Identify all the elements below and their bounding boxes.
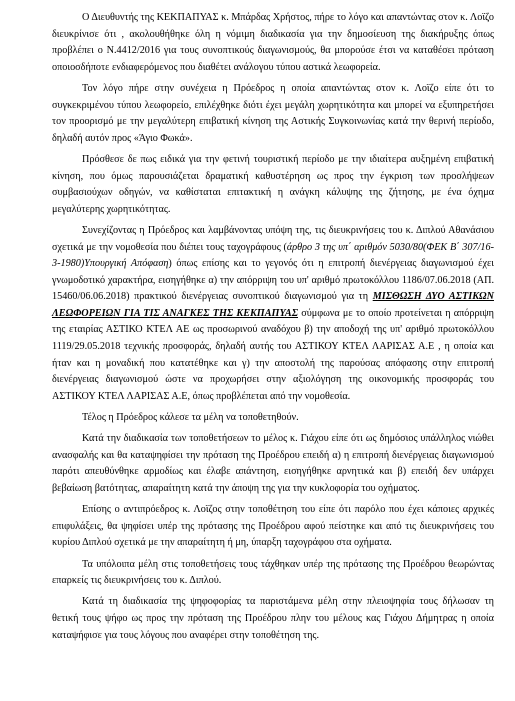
paragraph-text: Τέλος η Πρόεδρος κάλεσε τα μέλη να τοποθετηθούν. xyxy=(82,412,299,424)
paragraph xyxy=(52,81,494,147)
paragraph xyxy=(52,152,494,218)
paragraph xyxy=(52,594,494,644)
paragraph-text: Κατά την διαδικασία των τοποθετήσεων το μέλος κ. Γιάχου είπε ότι ως δημόσιος υπάλληλος νιώθει ανασφαλής και θα καταψηφίσει την πρόταση της Προέδρου επειδή α) η επιτροπή διενέργειας διαγωνισμού παρότι απευθύνθηκε αρμοδίως και έλαβε απάντηση, εισηγήθηκε αρνητικά και β) επειδή δεν υπάρχει βεβαίωση βατότητας, απαραίτητη κατά την άποψη της για την κυκλοφορία του οχήματος. xyxy=(52,433,494,494)
paragraph-text: Πρόσθεσε δε πως ειδικά για την φετινή τουριστική περίοδο με την ιδιαίτερα αυξημένη επιβατική κίνηση, που όμως παρουσιάζεται δραματική καθυστέρηση ως προς την έγκριση των προσλήψεων συμβασιούχων οδηγών, να καθίσταται επιτακτική η ανάγκη κάλυψης της ζήτησης, με ένα όχημα μεγαλύτερης χωρητικότητας. xyxy=(52,153,494,215)
document-page xyxy=(52,10,494,649)
legal-reference: άρθρο 3 της υπ΄ αριθμόν 5030/80(ΦΕΚ Β΄ 307/16-3-1980)Υπουργική Απόφαση xyxy=(52,241,494,270)
paragraph-text: ) όπως επίσης και το γεγονός ότι η επιτροπή διενέργειας διαγωνισμού έχει γνωμοδοτικό χαρακτήρα, εισηγήθηκε α) την απόρριψη του υπ' αριθμό πρωτοκόλλου 1186/07.06.2018 (ΑΠ. 15460/06.06.2018) πρακτικού διενέργειας συνοπτικού διαγωνισμού για τη xyxy=(52,258,494,303)
tender-title: ΜΙΣΘΩΣΗ ΔΥΟ ΑΣΤΙΚΩΝ ΛΕΩΦΟΡΕΙΩΝ ΓΙΑ ΤΙΣ ΑΝΑΓΚΕΣ ΤΗΣ ΚΕΚΠΑΠΥΑΣ xyxy=(52,291,494,319)
paragraph-text: Κατά τη διαδικασία της ψηφοφορίας τα παριστάμενα μέλη στην πλειοψηφία τους δήλωσαν τη θετική τους ψήφο ως προς την πρόταση της Προέδρου πλην του μέλους κας Γιάχου Δήμητρας η οποία καταψήφισε για τους λόγους που αναφέρει στην τοποθέτηση της. xyxy=(52,596,494,641)
paragraph-text: Τον λόγο πήρε στην συνέχεια η Πρόεδρος η οποία απαντώντας στον κ. Λοϊζο είπε ότι το συγκεκριμένου τύπου λεωφορείο, επιλέχθηκε διότι έχει μεγάλη χωρητικότητα και μπορεί να εξυπηρετήσει τον προορισμό με την μεγαλύτερη επιβατική κίνηση της Αστικής Συγκοινωνίας κατά την θερινή περίοδο, δηλαδή αυτόν προς «Άγιο Φωκά». xyxy=(52,82,494,144)
paragraph xyxy=(52,10,494,76)
paragraph xyxy=(52,502,494,552)
paragraph-text: Ο Διευθυντής της ΚΕΚΠΑΠΥΑΣ κ. Μπάρδας Χρήστος, πήρε το λόγο και απαντώντας στον κ. Λοϊζο διευκρίνισε ότι , ακολουθήθηκε όλη η νόμιμη διαδικασία για την δημοσίευση της διακήρυξης όπως προβλέπει ο Ν.4412/2016 για τους συνοπτικούς διαγωνισμούς, θα μπορούσε έτσι να καταθέσει πρόταση οποιοσδήποτε ενδιαφερόμενος που διαθέτει ανάλογου τύπου αστικά λεωφορεία. xyxy=(52,12,494,73)
paragraph xyxy=(52,431,494,497)
paragraph xyxy=(52,410,494,427)
paragraph xyxy=(52,557,494,590)
paragraph xyxy=(52,223,494,406)
paragraph-text: Συνεχίζοντας η Πρόεδρος και λαμβάνοντας υπόψη της, τις διευκρινήσεις του κ. Διπλού Αθανάσιου σχετικά με την νομοθεσία που διέπει τους ταχογράφους ( xyxy=(52,224,494,253)
paragraph-text: σύμφωνα με το οποίο προτείνεται η απόρριψη της εταιρίας ΑΣΤΙΚΟ ΚΤΕΛ ΑΕ ως προσωρινού αναδόχου β) την αποδοχή της υπ' αριθμό πρωτοκόλλου 1119/29.05.2018 τεχνικής προσφοράς, δηλαδή αυτής του ΑΣΤΙΚΟΥ ΚΤΕΛ ΛΑΡΙΣΑΣ Α.Ε , η οποία και ήταν και η μοναδική που κατατέθηκε και γ) την αποστολή της παρούσας απόφασης στην επιτροπή διενέργειας διαγωνισμού ώστε να προχωρήσει στην αξιολόγηση της οικονομικής προσφοράς του ΑΣΤΙΚΟΥ ΚΤΕΛ ΛΑΡΙΣΑΣ Α.Ε, όπως προβλέπεται από την νομοθεσία. xyxy=(52,307,494,402)
paragraph-text: Τα υπόλοιπα μέλη στις τοποθετήσεις τους τάχθηκαν υπέρ της πρότασης της Προέδρου θεωρώντας επαρκείς τις διευκρινήσεις του κ. Διπλού. xyxy=(52,558,494,587)
paragraph-text: Επίσης ο αντιπρόεδρος κ. Λοϊζος στην τοποθέτηση του είπε ότι παρόλο που έχει κάποιες αρχικές επιφυλάξεις, θα ψηφίσει υπέρ της πρότασης της Προέδρου αφού πείστηκε και από τις διευκρινήσεις του κυρίου Διπλού σχετικά με την απαραίτητη ή μη, ύπαρξη ταχογράφου στα οχήματα. xyxy=(52,504,494,549)
